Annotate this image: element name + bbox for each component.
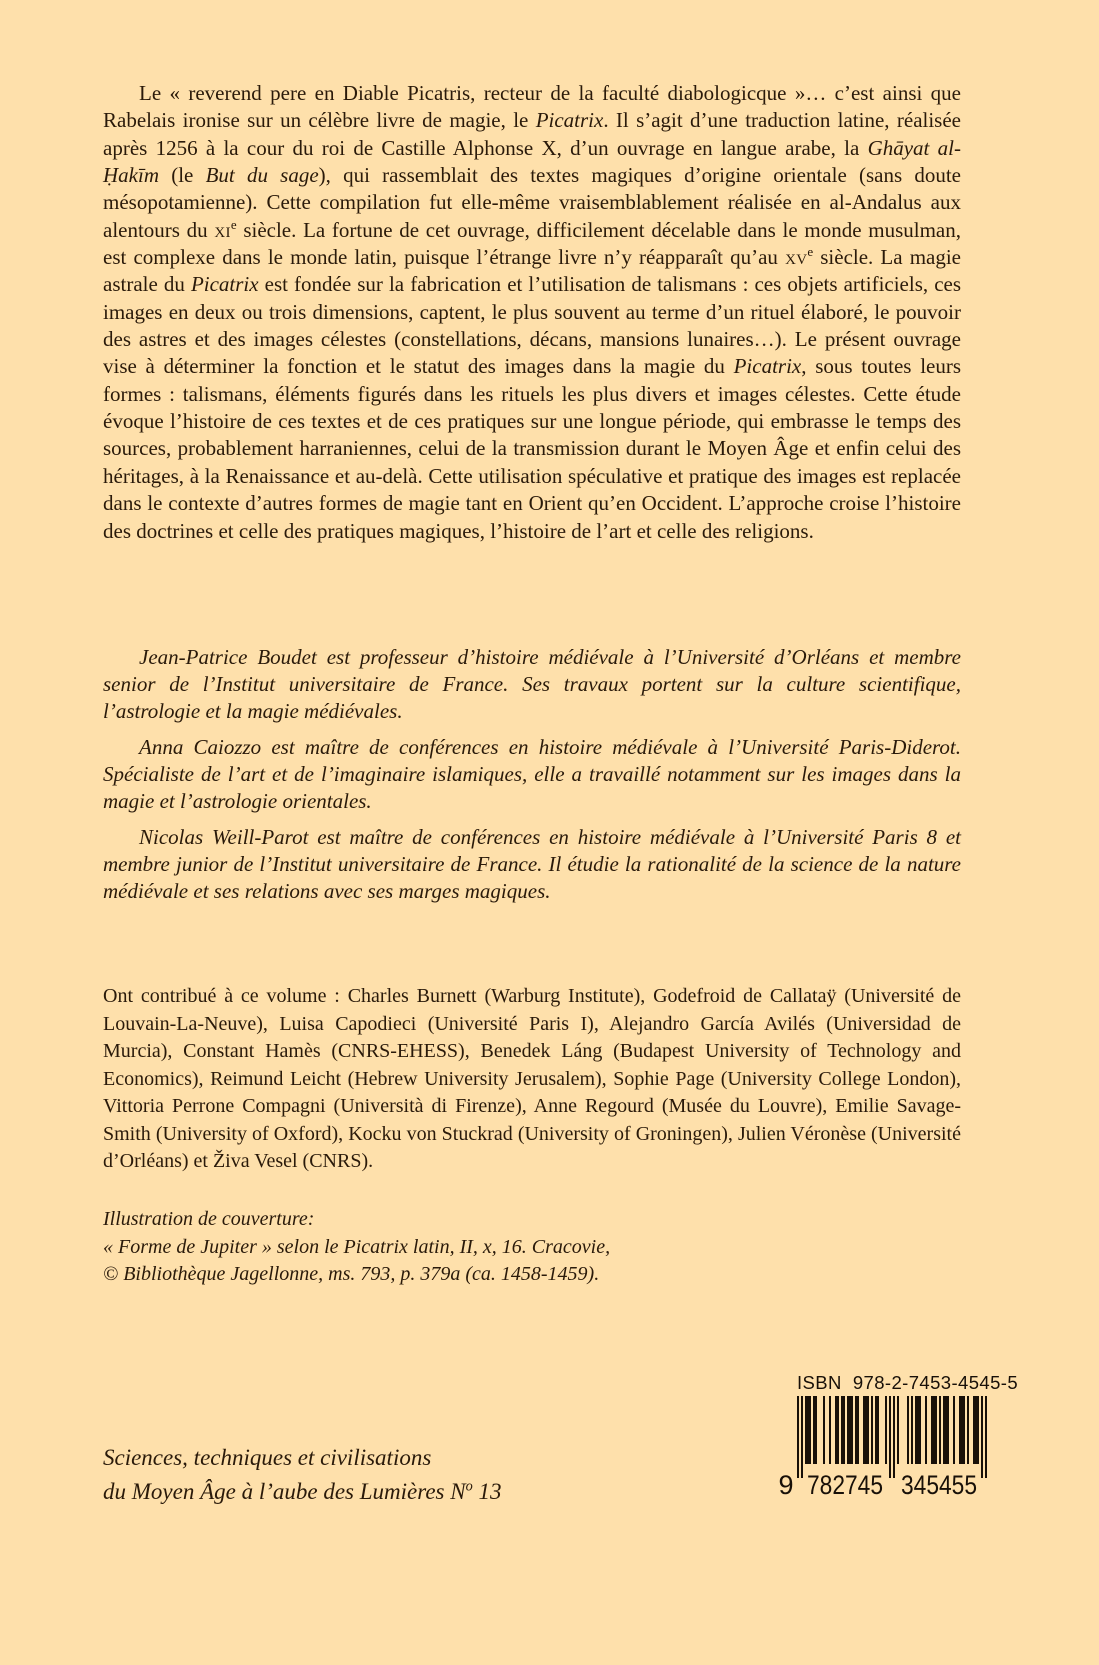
barcode-bar xyxy=(823,1396,825,1464)
barcode-bar xyxy=(953,1396,955,1464)
barcode-bar xyxy=(797,1396,799,1478)
barcode-bar xyxy=(897,1396,899,1464)
text-segment: du Moyen Âge à l’aube des Lumières N xyxy=(103,1479,466,1504)
barcode-digits: 782745 xyxy=(807,1470,883,1500)
barcode-bar xyxy=(849,1396,851,1464)
barcode xyxy=(775,1396,995,1500)
barcode-bar xyxy=(939,1396,941,1464)
barcode-bar xyxy=(841,1396,843,1464)
barcode-svg xyxy=(775,1396,995,1500)
barcode-bar xyxy=(947,1396,949,1464)
barcode-bar xyxy=(919,1396,921,1464)
isbn-block xyxy=(775,1372,1019,1500)
barcode-bar xyxy=(843,1396,845,1464)
barcode-bar xyxy=(851,1396,853,1464)
barcode-bar xyxy=(835,1396,837,1464)
contributors-paragraph: Ont contribué à ce volume : Charles Burnett (Warburg Institute), Godefroid de Callataÿ (Université de Louvain-La-Neuve), Luisa Capodieci (Université Paris I), Alejandro García Avilés (Universidad de Murcia), Constant Hamès (CNRS-EHESS), Benedek Láng (Budapest University of Technology and Economics), Reimund Leicht (Hebrew University Jerusalem), Sophie Page (University College London), Vittoria Perrone Compagni (Università di Firenze), Anne Regourd (Musée du Louvre), Emilie Savage-Smith (University of Oxford), Kocku von Stuckrad (University of Groningen), Julien Véronèse (Université d’Orléans) et Živa Vesel (CNRS). xyxy=(103,985,961,1172)
cover-credit-line-1: Illustration de couverture: xyxy=(103,1208,315,1230)
barcode-bar xyxy=(889,1396,891,1478)
text-segment: ), qui rassemblait des textes magiques d’origine orientale (sans doute mésopotamienne). Cette compilation fut elle-même vraisemblablement réalisée en al-Andalus aux alentours du xyxy=(103,163,961,242)
barcode-bar xyxy=(981,1396,983,1478)
barcode-bar xyxy=(885,1396,887,1464)
text-segment: Le « reverend pere en Diable Picatris, recteur de la faculté diabologicque »… c’est ainsi que Rabelais ironise sur un célèbre livre de magie, le xyxy=(103,81,961,133)
text-segment: (le xyxy=(159,163,206,188)
text-segment: Ghāyat al-Ḥakīm xyxy=(103,135,961,188)
text-segment: e xyxy=(230,216,237,232)
barcode-bar xyxy=(807,1396,809,1464)
barcode-bar xyxy=(813,1396,815,1464)
text-segment: . Il s’agit d’une traduction latine, réalisée après 1256 à la cour du roi de Castille Alphonse X, d’un ouvrage en langue arabe, la xyxy=(103,108,961,160)
barcode-digits: 9 xyxy=(778,1470,794,1500)
blurb-paragraph xyxy=(103,80,961,545)
text-segment: Picatrix xyxy=(733,354,802,379)
series-title xyxy=(103,1441,501,1509)
barcode-bar xyxy=(801,1396,803,1478)
barcode-bar xyxy=(855,1396,857,1464)
barcode-bar xyxy=(945,1396,947,1464)
text-segment: xv xyxy=(785,245,808,270)
barcode-bar xyxy=(857,1396,859,1464)
barcode-bar xyxy=(963,1396,965,1464)
barcode-bar xyxy=(809,1396,811,1464)
author-bio-weill-parot: Nicolas Weill-Parot est maître de conférences en histoire médiévale à l’Université Paris 8 et membre junior de l’Institut universitaire de France. Il étudie la rationalité de la science de la nature médiévale et ses relations avec ses marges magiques. xyxy=(103,825,961,904)
barcode-bar xyxy=(837,1396,839,1464)
barcode-bar xyxy=(985,1396,987,1478)
barcode-bar xyxy=(875,1396,877,1464)
text-segment: est fondée sur la fabrication et l’utilisation de talismans : ces objets artificiels, ces images en deux ou trois dimensions, captent, le plus souvent au terme d’un rituel élaboré, le pouvoir des astres et des images célestes (constellations, décans, mansions lunaires…). Le présent ouvrage vise à déterminer la fonction et le statut des images dans la magie du xyxy=(103,272,962,379)
text-segment: Picatrix xyxy=(190,272,259,297)
text-segment: siècle. La magie astrale du xyxy=(103,245,962,297)
series-title-line-2 xyxy=(103,1475,501,1509)
cover-credit-line-2: « Forme de Jupiter » selon le Picatrix latin, II, x, 16. Cracovie, xyxy=(103,1235,611,1258)
barcode-bar xyxy=(933,1396,935,1464)
barcode-bar xyxy=(973,1396,975,1464)
barcode-bar xyxy=(867,1396,869,1464)
text-segment: Picatrix xyxy=(535,108,604,133)
author-bio-caiozzo: Anna Caiozzo est maître de conférences en histoire médiévale à l’Université Paris-Diderot. Spécialiste de l’art et de l’imaginaire islamiques, elle a travaillé notamment sur les images dans la magie et l’astrologie orientales. xyxy=(103,735,961,814)
series-title-line-1: Sciences, techniques et civilisations xyxy=(103,1445,432,1470)
barcode-bar xyxy=(975,1396,977,1464)
barcode-bar xyxy=(943,1396,945,1464)
text-segment: But du sage xyxy=(205,163,319,188)
barcode-bar xyxy=(915,1396,917,1464)
text-segment: siècle. La fortune de cet ouvrage, difficilement décelable dans le monde musulman, est complexe dans le monde latin, puisque l’étrange livre n’y réapparaît qu’au xyxy=(103,217,961,270)
barcode-bar xyxy=(863,1396,865,1464)
barcode-digits: 345455 xyxy=(901,1470,977,1500)
barcode-bar xyxy=(907,1396,909,1464)
barcode-bar xyxy=(917,1396,919,1464)
barcode-bar xyxy=(847,1396,849,1464)
text-segment: xi xyxy=(214,217,231,242)
barcode-bar xyxy=(815,1396,817,1464)
barcode-bar xyxy=(893,1396,895,1478)
barcode-bar xyxy=(935,1396,937,1464)
barcode-bar xyxy=(877,1396,879,1464)
barcode-bar xyxy=(871,1396,873,1464)
cover-credit-line-3: © Bibliothèque Jagellonne, ms. 793, p. 379a (ca. 1458-1459). xyxy=(103,1263,600,1285)
text-segment: e xyxy=(807,244,814,260)
barcode-bar xyxy=(911,1396,913,1464)
barcode-bar xyxy=(865,1396,867,1464)
barcode-bar xyxy=(805,1396,807,1464)
barcode-bar xyxy=(925,1396,927,1464)
text-segment: o xyxy=(465,1478,473,1495)
barcode-bar xyxy=(931,1396,933,1464)
isbn-label: ISBN 978-2-7453-4545-5 xyxy=(797,1372,1019,1393)
barcode-bar xyxy=(961,1396,963,1464)
text-segment: 13 xyxy=(472,1479,502,1504)
barcode-bar xyxy=(967,1396,969,1464)
author-bio-boudet: Jean-Patrice Boudet est professeur d’histoire médiévale à l’Université d’Orléans et membre senior de l’Institut universitaire de France. Ses travaux portent sur la culture scientifique, l’astrologie et la magie médiévales. xyxy=(103,645,961,724)
cover-credit xyxy=(103,1206,961,1289)
barcode-bar xyxy=(829,1396,831,1464)
barcode-bar xyxy=(959,1396,961,1464)
text-segment: , sous toutes leurs formes : talismans, éléments figurés dans les rituels les plus divers et images célestes. Cette étude évoque l’histoire de ces textes et de ces pratiques sur une longue période, qui embrasse le temps des sources, probablement harraniennes, celui de la transmission durant le Moyen Âge et enfin celui des héritages, à la Renaissance et au-delà. Cette utilisation spéculative et pratique des images est replacée dans le contexte d’autres formes de magie tant en Orient qu’en Occident. L’approche croise l’histoire des doctrines et celle des pratiques magiques, l’histoire de l’art et celle des religions. xyxy=(103,354,962,543)
barcode-bar xyxy=(977,1396,979,1464)
